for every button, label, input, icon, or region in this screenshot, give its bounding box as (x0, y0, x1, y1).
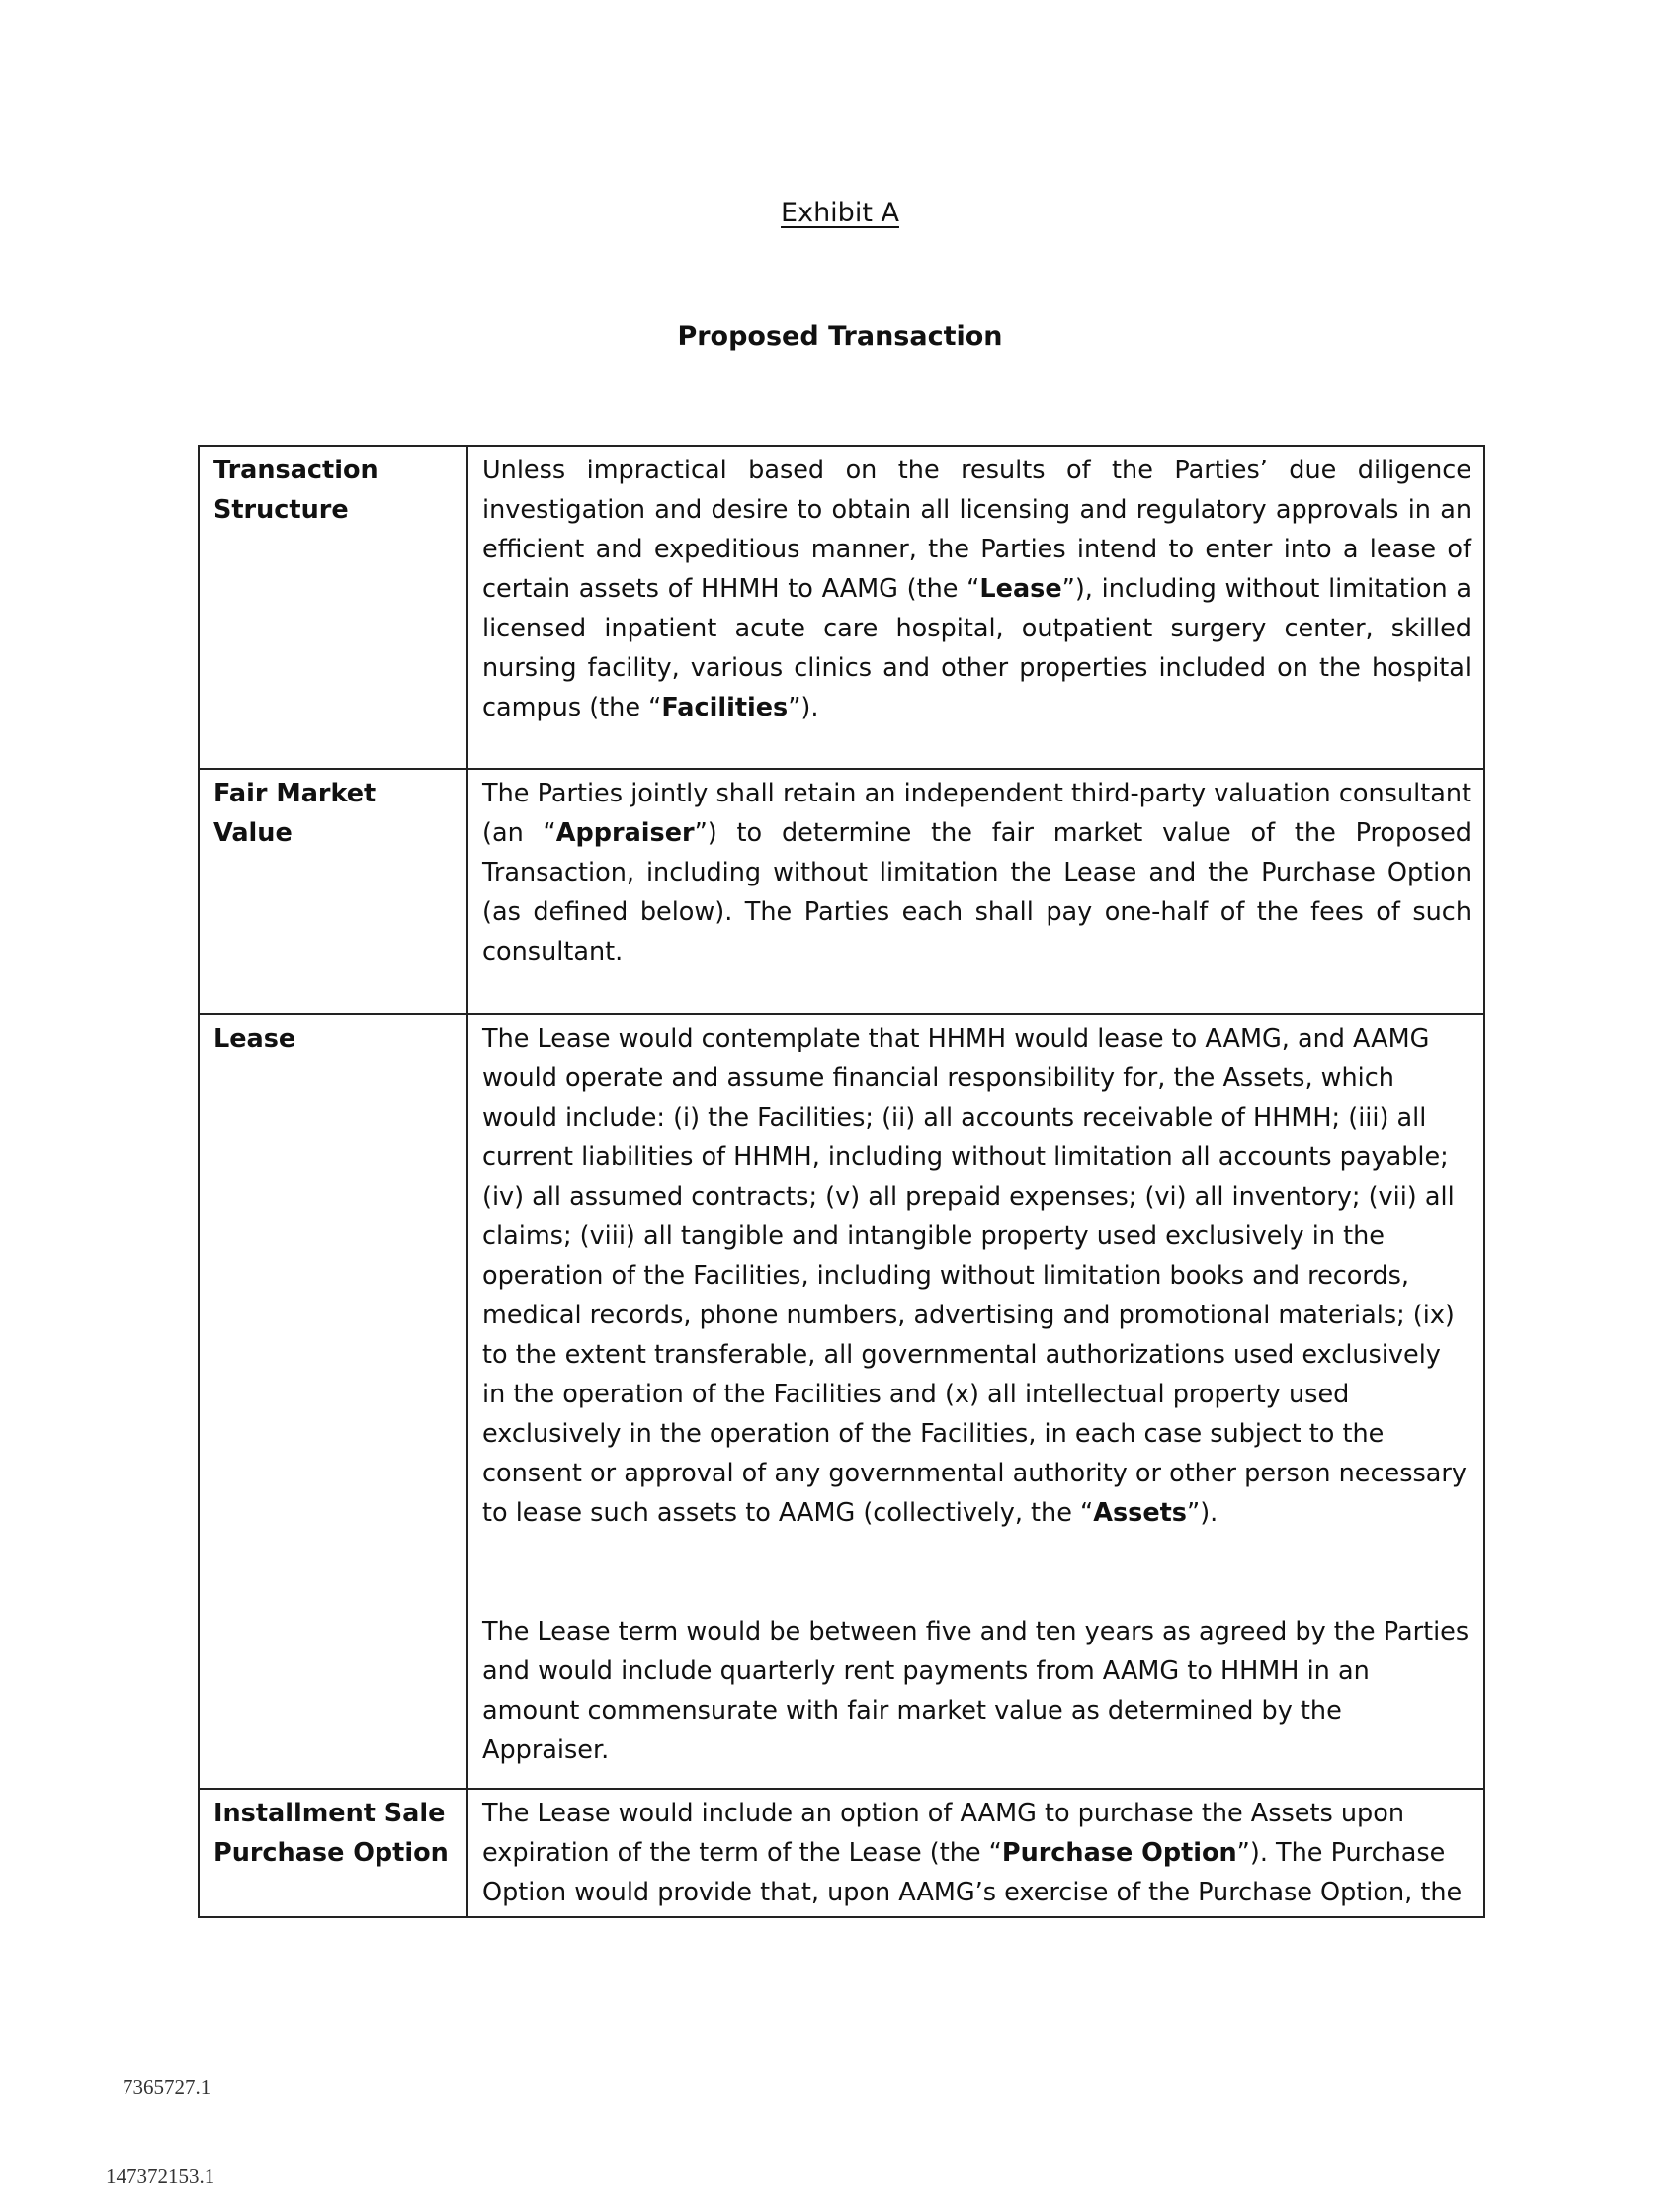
defined-term-facilities: Facilities (661, 693, 789, 722)
row-label-line: Structure (213, 495, 349, 525)
table-row (199, 1014, 1484, 1789)
row-body-installment-sale-purchase-option (467, 1789, 1484, 1917)
defined-term-appraiser: Appraiser (555, 818, 695, 848)
term-sheet-table (198, 445, 1485, 1918)
body-text: The Parties jointly shall retain an independent third-party valuation consultant (an “ (482, 779, 1471, 848)
row-label-line: Installment Sale (213, 1799, 446, 1828)
row-label-installment-sale-purchase-option (199, 1789, 467, 1917)
defined-term-lease: Lease (979, 574, 1062, 604)
row-body-lease (467, 1014, 1484, 1789)
body-text: The Lease would contemplate that HHMH would lease to AAMG, and AAMG would operate and assume financial responsibility for, the Assets, which would include: (i) the Facilities; (ii) all accounts receivable of HHMH; (iii) all current liabilities of HHMH, including without limitation all accounts payable; (iv) all assumed contracts; (v) all prepaid expenses; (vi) all inventory; (vii) all claims; (viii) all tangible and intangible property used exclusively in the operation of the Facilities, including without limitation books and records, medical records, phone numbers, advertising and promotional materials; (ix) to the extent transferable, all governmental authorizations used exclusively in the operation of the Facilities and (x) all intellectual property used exclusively in the operation of the Facilities, in each case subject to the consent or approval of any governmental authority or other person necessary to lease such assets to AAMG (collectively, the “ (482, 1024, 1467, 1528)
row-label-line: Purchase Option (213, 1838, 449, 1868)
body-text: ”) to determine the fair market value of the Proposed Transaction, including without limitation the Lease and the Purchase Option (as defined below). The Parties each shall pay one-half of the fees of such consultant. (482, 818, 1471, 967)
row-body-fair-market-value (467, 769, 1484, 1014)
table-row (199, 446, 1484, 769)
exhibit-heading: Exhibit A (781, 198, 899, 228)
defined-term-purchase-option: Purchase Option (1001, 1838, 1237, 1868)
body-text: ”), including without limitation a licensed inpatient acute care hospital, outpatient surgery center, skilled nursing facility, various clinics and other properties included on the hospital campus (the “ (482, 574, 1472, 722)
defined-term-assets: Assets (1093, 1498, 1187, 1528)
body-text: ”). (1187, 1498, 1218, 1528)
body-text: Unless impractical based on the results of the Parties’ due diligence investigation and desire to obtain all licensing and regulatory approvals in an efficient and expeditious manner, the Parties intend to enter into a lease of certain assets of HHMH to AAMG (the “ (482, 456, 1471, 604)
lease-paragraph-term: The Lease term would be between five and ten years as agreed by the Parties and would include quarterly rent payments from AAMG to HHMH in an amount commensurate with fair market value as determined by the Appraiser. (482, 1617, 1470, 1765)
document-id-primary: 7365727.1 (123, 2075, 211, 2099)
body-text: ”). (788, 693, 819, 722)
row-label-line: Lease (213, 1024, 296, 1053)
row-label-lease (199, 1014, 467, 1789)
row-label-line: Transaction (213, 456, 378, 485)
row-label-transaction-structure (199, 446, 467, 769)
table-row (199, 769, 1484, 1014)
body-text: The Lease would include an option of AAMG to purchase the Assets upon expiration of the term of the Lease (the “ (482, 1799, 1404, 1868)
row-label-line: Fair Market Value (213, 779, 377, 848)
lease-paragraph-assets (482, 1019, 1471, 1533)
table-row (199, 1789, 1484, 1917)
row-body-transaction-structure (467, 446, 1484, 769)
row-label-fair-market-value (199, 769, 467, 1014)
body-text: ”). The Purchase Option would provide that, upon AAMG’s exercise of the Purchase Option, the (482, 1838, 1463, 1907)
document-title: Proposed Transaction (677, 321, 1003, 352)
document-id-secondary: 147372153.1 (106, 2164, 215, 2188)
